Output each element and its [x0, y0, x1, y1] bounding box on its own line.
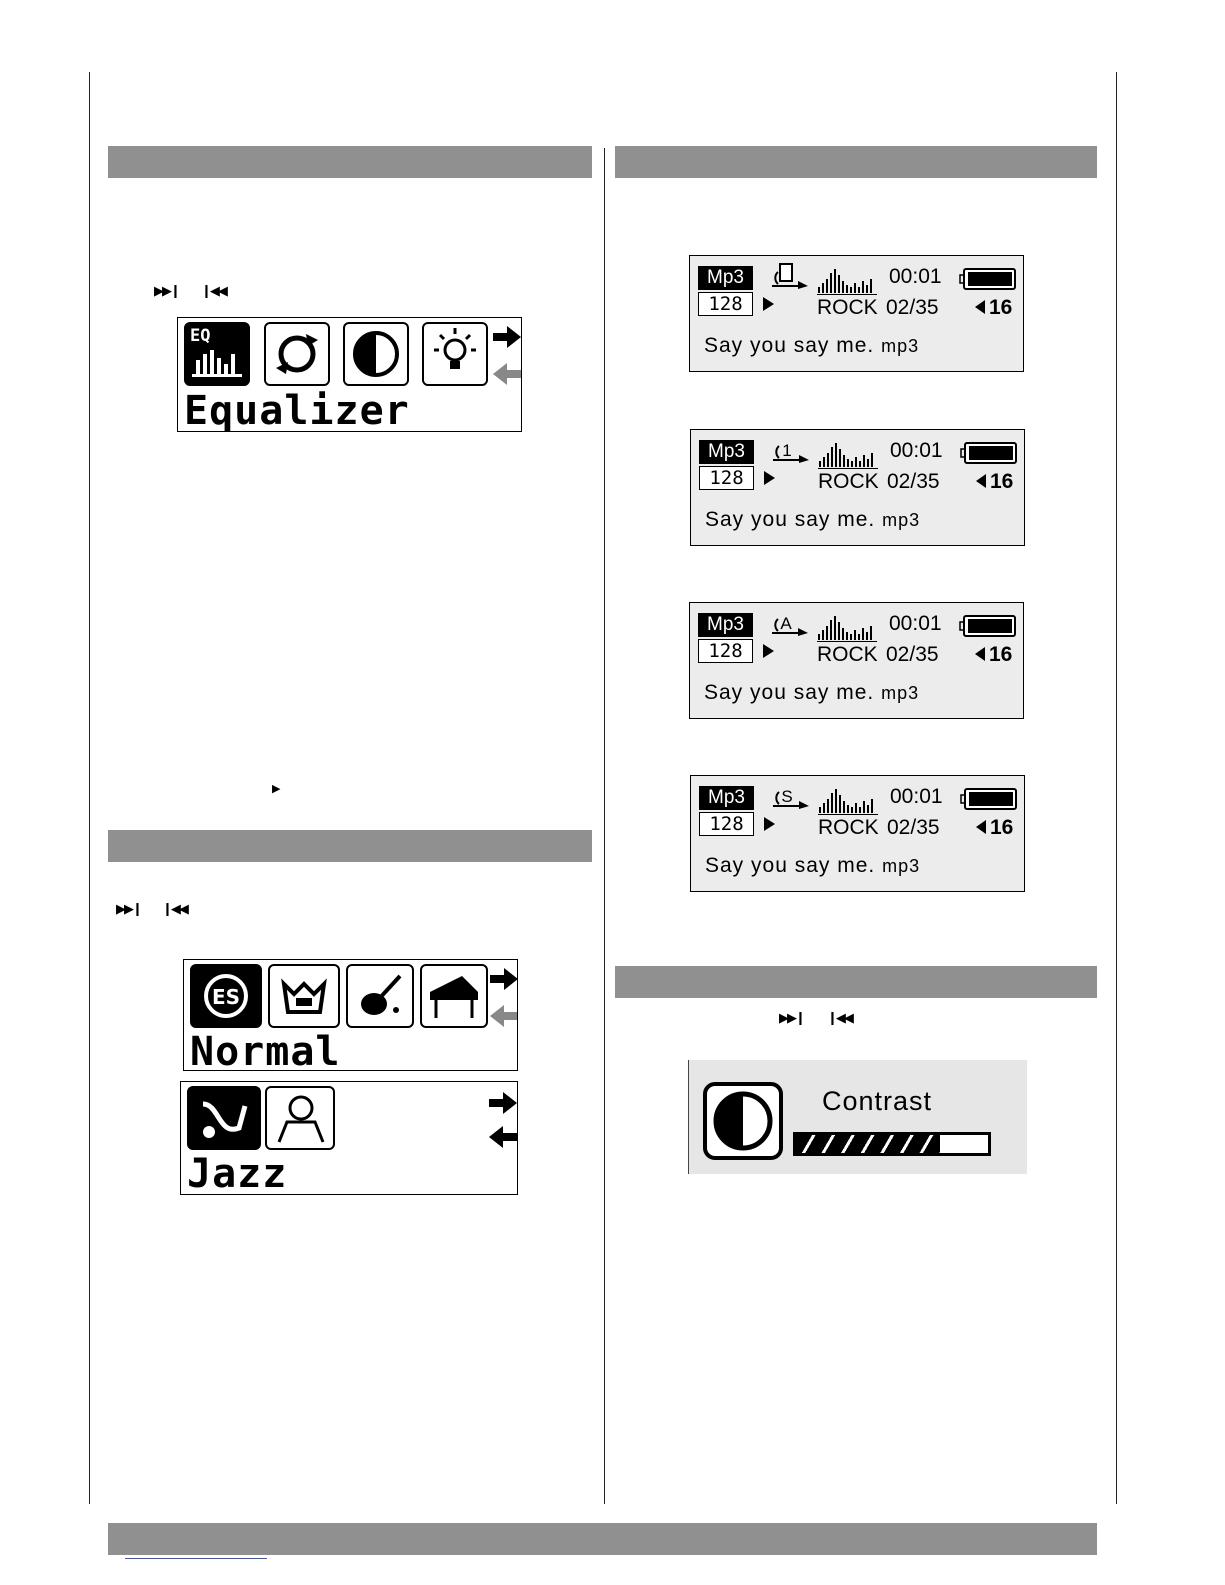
contrast-screen: [688, 1060, 1027, 1174]
section-header-bar-equalizer: [108, 146, 592, 178]
eq-mode-screen-jazz: [180, 1081, 518, 1195]
footer-bar: [108, 1523, 1097, 1555]
volume-level: 16: [989, 643, 1013, 666]
volume-level: 16: [989, 296, 1013, 319]
track-counter: 02/35: [886, 296, 939, 319]
format-badge: Mp3: [698, 266, 753, 290]
section-header-bar-eq-mode: [108, 830, 592, 862]
volume-icon: [976, 820, 986, 834]
arrow-left-icon: [493, 363, 521, 385]
spectrum-icon: [817, 267, 877, 295]
right-margin-rule: [1116, 72, 1117, 1504]
next-track-icon: ▶▶❙: [779, 1011, 804, 1026]
play-icon: [764, 817, 775, 831]
format-badge: Mp3: [698, 613, 753, 637]
next-track-icon: ▶▶❙: [116, 902, 141, 917]
svg-text:ES: ES: [211, 985, 241, 1009]
player-screen-3: [689, 602, 1024, 719]
battery-icon: [960, 441, 1018, 465]
eq-mode-label: Jazz: [187, 1151, 288, 1195]
backlight-icon: [422, 322, 488, 386]
svg-text:S: S: [781, 787, 793, 806]
track-counter: 02/35: [887, 816, 940, 839]
eq-icon: [184, 322, 250, 386]
previous-track-icon: ❙◀◀: [201, 284, 226, 299]
bitrate-value: 128: [699, 466, 754, 490]
arrow-right-icon: [489, 1092, 517, 1114]
bitrate-value: 128: [699, 812, 754, 836]
song-extension: mp3: [881, 336, 920, 356]
arrow-right-icon: [493, 326, 521, 348]
track-counter: 02/35: [886, 643, 939, 666]
contrast-icon: [343, 322, 409, 386]
spectrum-icon: [818, 787, 878, 815]
song-title: [705, 508, 920, 532]
equalizer-menu-screen: [177, 317, 522, 432]
song-name: Say you say me.: [705, 508, 876, 531]
eq-genre: ROCK: [818, 470, 879, 493]
center-divider: [604, 148, 605, 1504]
shuffle-icon: [765, 782, 811, 812]
battery-icon: [960, 787, 1018, 811]
menu-label: Equalizer: [184, 388, 410, 432]
play-icon: [764, 471, 775, 485]
contrast-level-fill: [796, 1135, 940, 1153]
pop-icon: [346, 964, 414, 1028]
jazz-icon: [187, 1086, 261, 1150]
repeat-all-icon: [764, 609, 810, 639]
previous-track-icon: ❙◀◀: [827, 1011, 852, 1026]
song-name: Say you say me.: [705, 854, 876, 877]
song-title: [705, 854, 920, 878]
arrow-right-icon: [490, 968, 518, 990]
repeat-icon: [264, 322, 330, 386]
eq-mode-screen-normal: [183, 959, 518, 1071]
song-title: [704, 681, 919, 705]
section-header-bar-contrast: [615, 966, 1097, 998]
elapsed-time: 00:01: [890, 785, 943, 808]
left-margin-rule: [89, 72, 90, 1504]
volume-icon: [976, 474, 986, 488]
svg-text:A: A: [780, 614, 792, 633]
repeat-folder-icon: [764, 262, 810, 292]
contrast-level-bar[interactable]: [793, 1132, 991, 1156]
user-eq-icon: [265, 1086, 335, 1150]
elapsed-time: 00:01: [889, 265, 942, 288]
elapsed-time: 00:01: [889, 612, 942, 635]
song-name: Say you say me.: [704, 334, 875, 357]
volume-level: 16: [990, 470, 1014, 493]
eq-mode-label: Normal: [190, 1029, 341, 1071]
eq-badge: EQ: [190, 326, 211, 346]
volume-level: 16: [990, 816, 1014, 839]
song-extension: mp3: [882, 510, 921, 530]
play-icon: [763, 644, 774, 658]
eq-genre: ROCK: [818, 816, 879, 839]
footer-underline: [125, 1558, 267, 1559]
format-badge: Mp3: [699, 440, 754, 464]
song-name: Say you say me.: [704, 681, 875, 704]
song-extension: mp3: [881, 683, 920, 703]
section-header-bar-repeat: [615, 146, 1097, 178]
player-screen-4: [690, 775, 1025, 892]
previous-track-icon: ❙◀◀: [162, 902, 187, 917]
format-badge: Mp3: [699, 786, 754, 810]
next-track-icon: ▶▶❙: [154, 284, 179, 299]
play-icon: [763, 297, 774, 311]
arrow-left-icon: [490, 1005, 518, 1027]
spectrum-icon: [817, 614, 877, 642]
volume-icon: [975, 647, 985, 661]
song-extension: mp3: [882, 856, 921, 876]
track-counter: 02/35: [887, 470, 940, 493]
battery-icon: [959, 614, 1017, 638]
repeat-one-icon: [765, 436, 811, 466]
play-icon: ▶: [272, 782, 281, 795]
contrast-icon: [703, 1082, 783, 1160]
song-title: [704, 334, 919, 358]
bitrate-value: 128: [698, 639, 753, 663]
svg-text:1: 1: [782, 441, 792, 460]
eq-genre: ROCK: [817, 296, 878, 319]
spectrum-icon: [818, 441, 878, 469]
eq-genre: ROCK: [817, 643, 878, 666]
classic-icon: [420, 964, 488, 1028]
arrow-left-icon: [489, 1126, 517, 1148]
volume-icon: [975, 300, 985, 314]
player-screen-1: [689, 255, 1024, 372]
player-screen-2: [690, 429, 1025, 546]
bitrate-value: 128: [698, 292, 753, 316]
rock-icon: [268, 964, 340, 1028]
battery-icon: [959, 267, 1017, 291]
normal-icon: [190, 964, 262, 1028]
contrast-title: Contrast: [822, 1086, 933, 1116]
elapsed-time: 00:01: [890, 439, 943, 462]
